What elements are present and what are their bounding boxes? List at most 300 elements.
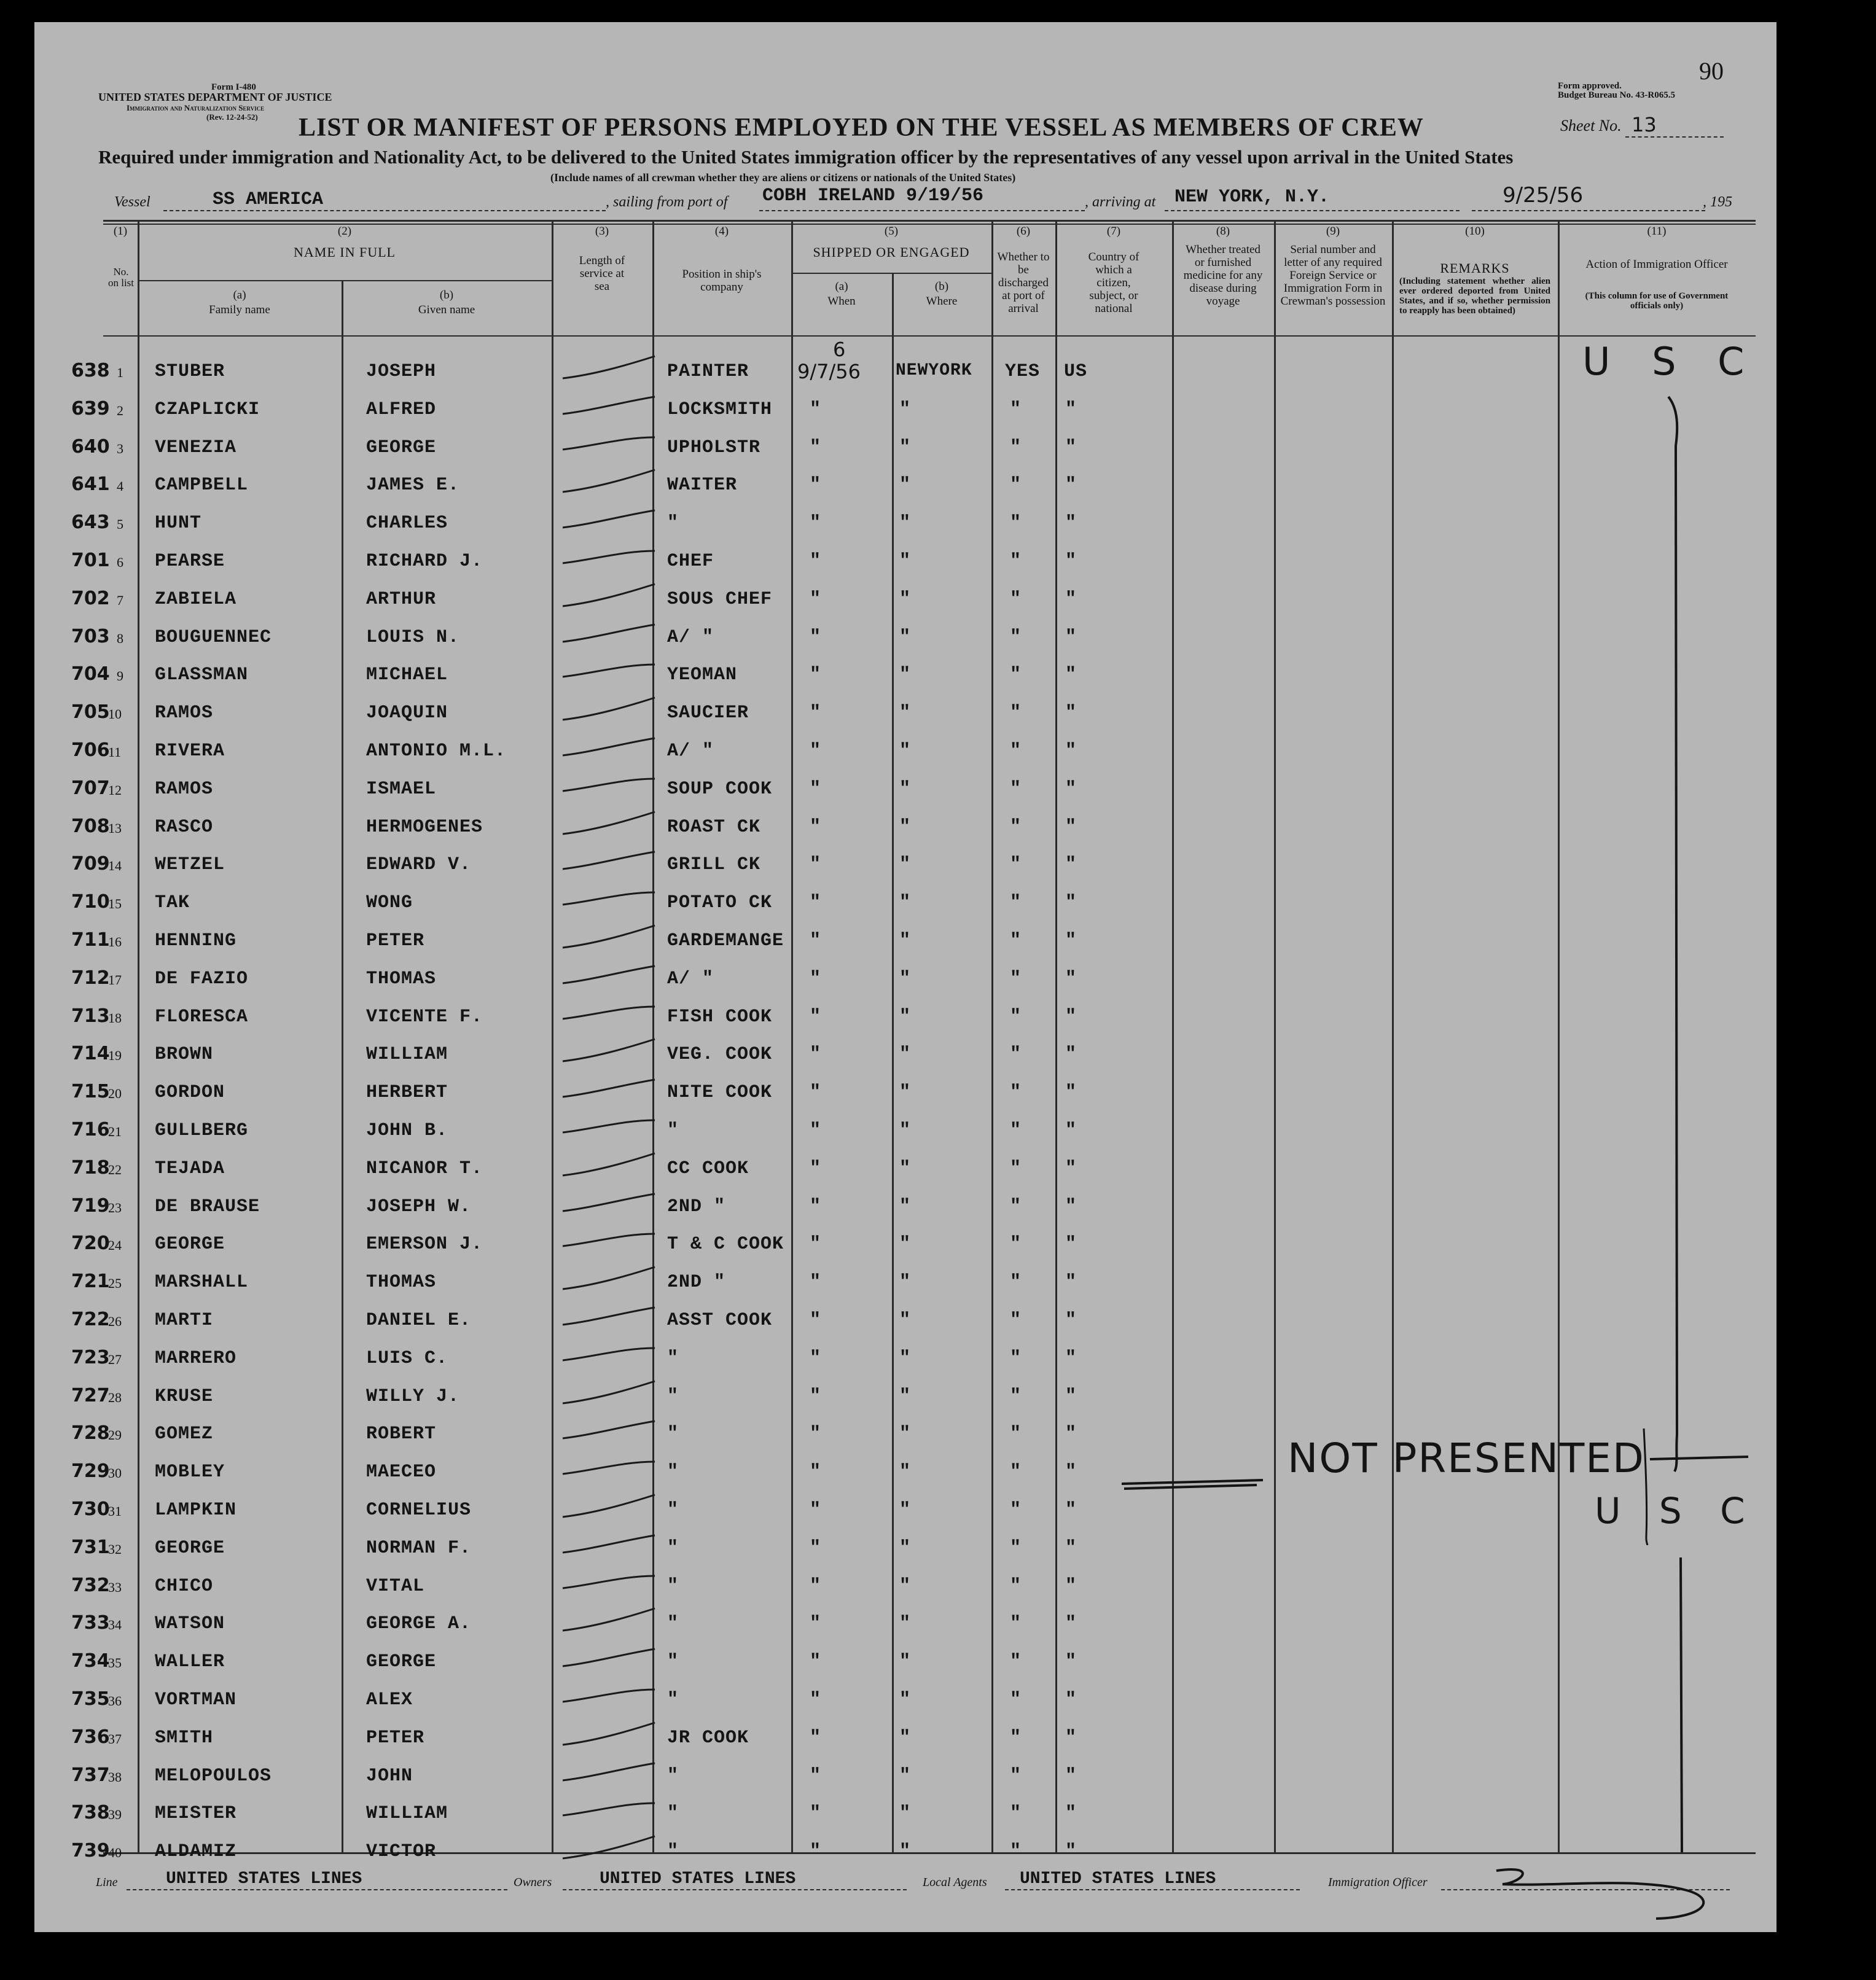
when-ditto: " bbox=[810, 1803, 822, 1824]
usc-stamp-bottom: U S C bbox=[1595, 1490, 1759, 1532]
row-number: 31 bbox=[108, 1503, 122, 1519]
when-ditto: " bbox=[810, 969, 822, 989]
col1-num: (1) bbox=[113, 225, 128, 238]
country-ditto: " bbox=[1065, 1272, 1077, 1293]
when-ditto: " bbox=[810, 665, 822, 685]
where-ditto: " bbox=[899, 551, 912, 572]
given-name: HERBERT bbox=[366, 1082, 448, 1103]
row-number: 38 bbox=[108, 1769, 122, 1785]
row-number: 12 bbox=[108, 782, 122, 798]
service-check-mark bbox=[557, 1373, 661, 1409]
row-number: 14 bbox=[108, 858, 122, 873]
when-ditto: " bbox=[810, 1082, 822, 1103]
col5-num: (5) bbox=[884, 225, 899, 238]
row-number: 6 bbox=[117, 555, 123, 570]
position: " bbox=[667, 1348, 679, 1369]
service-check-mark bbox=[557, 1828, 661, 1865]
date-underline bbox=[1472, 210, 1705, 211]
family-name: CHICO bbox=[155, 1576, 214, 1597]
col4-label: Position in ship's company bbox=[682, 268, 762, 294]
given-name: THOMAS bbox=[366, 1272, 437, 1293]
footer-owners-value: UNITED STATES LINES bbox=[600, 1869, 796, 1888]
discharged-ditto: " bbox=[1010, 892, 1022, 913]
service-check-mark bbox=[557, 348, 661, 384]
discharged-ditto: " bbox=[1010, 1841, 1022, 1862]
list-number: 722 bbox=[71, 1309, 110, 1330]
list-number: 713 bbox=[71, 1005, 110, 1027]
list-number: 701 bbox=[71, 550, 110, 571]
discharged-ditto: " bbox=[1010, 703, 1022, 723]
col2-num: (2) bbox=[337, 225, 352, 238]
when-ditto: " bbox=[810, 892, 822, 913]
country-ditto: " bbox=[1065, 1651, 1077, 1672]
given-name: RICHARD J. bbox=[366, 551, 483, 572]
col-sep-6 bbox=[1055, 220, 1057, 1853]
given-name: GEORGE bbox=[366, 437, 437, 458]
given-name: ANTONIO M.L. bbox=[366, 741, 507, 762]
col9-num: (9) bbox=[1326, 225, 1340, 238]
country-ditto: " bbox=[1065, 1538, 1077, 1559]
service-check-mark bbox=[557, 765, 661, 802]
discharged-ditto: " bbox=[1010, 1007, 1022, 1027]
where-ditto: " bbox=[899, 437, 912, 458]
row-number: 29 bbox=[108, 1427, 122, 1443]
family-name: LAMPKIN bbox=[155, 1500, 237, 1521]
where-ditto: " bbox=[899, 1728, 912, 1748]
family-name: WETZEL bbox=[155, 854, 225, 875]
family-name: KRUSE bbox=[155, 1386, 214, 1407]
where-ditto: " bbox=[899, 892, 912, 913]
position: FISH COOK bbox=[667, 1007, 773, 1027]
given-name: GEORGE bbox=[366, 1651, 437, 1672]
not-presented-note: NOT PRESENTED bbox=[1288, 1435, 1645, 1482]
form-approved: Form approved. bbox=[1558, 81, 1622, 91]
discharged-ditto: " bbox=[1010, 665, 1022, 685]
position: VEG. COOK bbox=[667, 1044, 773, 1065]
when-ditto: " bbox=[810, 1158, 822, 1179]
given-name: GEORGE A. bbox=[366, 1613, 472, 1634]
position: GARDEMANGE bbox=[667, 930, 784, 951]
officer-signature bbox=[1484, 1858, 1730, 1926]
position: " bbox=[667, 1500, 679, 1521]
country-ditto: " bbox=[1065, 1766, 1077, 1787]
position: " bbox=[667, 1841, 679, 1862]
when-ditto: " bbox=[810, 703, 822, 723]
discharged-ditto: " bbox=[1010, 1803, 1022, 1824]
col5b-label: Where bbox=[926, 295, 958, 308]
given-name: LUIS C. bbox=[366, 1348, 448, 1369]
country-ditto: " bbox=[1065, 437, 1077, 458]
country-ditto: " bbox=[1065, 513, 1077, 534]
when-ditto: " bbox=[810, 513, 822, 534]
shipped-where: NEWYORK bbox=[896, 361, 972, 380]
service-check-mark bbox=[557, 1258, 661, 1295]
where-ditto: " bbox=[899, 1766, 912, 1787]
list-number: 734 bbox=[71, 1650, 110, 1672]
list-number: 710 bbox=[71, 891, 110, 913]
col8-num: (8) bbox=[1216, 225, 1230, 238]
when-ditto: " bbox=[810, 1841, 822, 1862]
position: " bbox=[667, 1462, 679, 1483]
position: " bbox=[667, 1120, 679, 1141]
position: " bbox=[667, 1690, 679, 1710]
col-sep-8 bbox=[1274, 220, 1276, 1853]
position: YEOMAN bbox=[667, 665, 738, 685]
position: PAINTER bbox=[667, 361, 749, 382]
where-ditto: " bbox=[899, 1841, 912, 1862]
position: ASST COOK bbox=[667, 1310, 773, 1331]
position: NITE COOK bbox=[667, 1082, 773, 1103]
row-number: 2 bbox=[117, 403, 123, 418]
discharged-ditto: " bbox=[1010, 854, 1022, 875]
row-number: 36 bbox=[108, 1693, 122, 1709]
footer-line-underline bbox=[127, 1889, 507, 1890]
given-name: JOAQUIN bbox=[366, 703, 448, 723]
list-number: 731 bbox=[71, 1537, 110, 1558]
list-number: 703 bbox=[71, 626, 110, 647]
list-number: 738 bbox=[71, 1802, 110, 1823]
when-ditto: " bbox=[810, 475, 822, 496]
sheet-number: 13 bbox=[1632, 113, 1657, 136]
position: T & C COOK bbox=[667, 1234, 784, 1255]
arrival-date: 9/25/56 bbox=[1503, 183, 1584, 208]
list-number: 732 bbox=[71, 1575, 110, 1596]
arrival-underline bbox=[1165, 210, 1460, 211]
country-ditto: " bbox=[1065, 1500, 1077, 1521]
col5-label: SHIPPED OR ENGAGED bbox=[813, 244, 970, 260]
list-number: 736 bbox=[71, 1726, 110, 1748]
family-name: CZAPLICKI bbox=[155, 399, 260, 420]
family-name: ALDAMIZ bbox=[155, 1841, 237, 1862]
form-subtitle: Required under immigration and Nationality Act, to be delivered to the United States immigration officer by the representatives of any vessel upon arrival in the United States bbox=[98, 146, 1514, 168]
list-number: 729 bbox=[71, 1460, 110, 1482]
list-number: 707 bbox=[71, 778, 110, 799]
discharged-ditto: " bbox=[1010, 1462, 1022, 1483]
when-ditto: " bbox=[810, 1234, 822, 1255]
row-number: 30 bbox=[108, 1465, 122, 1481]
discharged-ditto: " bbox=[1010, 551, 1022, 572]
when-ditto: " bbox=[810, 627, 822, 648]
where-ditto: " bbox=[899, 1386, 912, 1407]
discharged-ditto: " bbox=[1010, 1082, 1022, 1103]
when-ditto: " bbox=[810, 1386, 822, 1407]
when-ditto: " bbox=[810, 779, 822, 800]
list-number: 723 bbox=[71, 1347, 110, 1368]
country-ditto: " bbox=[1065, 1462, 1077, 1483]
discharged-ditto: " bbox=[1010, 1500, 1022, 1521]
list-number: 715 bbox=[71, 1081, 110, 1102]
col9-label: Serial number and letter of any required Foreign Service or Immigration Form in Crewman's possession bbox=[1280, 243, 1386, 308]
when-ditto: " bbox=[810, 399, 822, 420]
country-ditto: " bbox=[1065, 1613, 1077, 1634]
service-check-mark bbox=[557, 1410, 661, 1447]
where-ditto: " bbox=[899, 817, 912, 838]
country-ditto: " bbox=[1065, 399, 1077, 420]
when-ditto: " bbox=[810, 1044, 822, 1065]
given-name: ALEX bbox=[366, 1690, 413, 1710]
where-ditto: " bbox=[899, 1272, 912, 1293]
position: " bbox=[667, 1613, 679, 1634]
arriving-label: , arriving at bbox=[1085, 194, 1156, 210]
position: " bbox=[667, 1651, 679, 1672]
position: A/ " bbox=[667, 969, 714, 989]
row-number: 32 bbox=[108, 1542, 122, 1557]
family-name: BROWN bbox=[155, 1044, 214, 1065]
family-name: RAMOS bbox=[155, 779, 214, 800]
list-number: 704 bbox=[71, 663, 110, 685]
where-ditto: " bbox=[899, 1538, 912, 1559]
footer-line-value: UNITED STATES LINES bbox=[166, 1869, 362, 1888]
family-name: HUNT bbox=[155, 513, 202, 534]
family-name: GOMEZ bbox=[155, 1424, 214, 1444]
position: A/ " bbox=[667, 741, 714, 762]
country-ditto: " bbox=[1065, 741, 1077, 762]
row-number: 26 bbox=[108, 1314, 122, 1329]
given-name: EDWARD V. bbox=[366, 854, 472, 875]
discharged-ditto: " bbox=[1010, 1044, 1022, 1065]
service-check-mark bbox=[557, 1107, 661, 1144]
col8-label: Whether treated or furnished medicine for any disease during voyage bbox=[1183, 243, 1263, 308]
country-ditto: " bbox=[1065, 1234, 1077, 1255]
discharged-ditto: " bbox=[1010, 1310, 1022, 1331]
country-ditto: " bbox=[1065, 969, 1077, 989]
discharged-ditto: " bbox=[1010, 1348, 1022, 1369]
when-ditto: " bbox=[810, 1538, 822, 1559]
arrival-port: NEW YORK, N.Y. bbox=[1174, 187, 1330, 208]
row-number: 7 bbox=[117, 593, 123, 608]
position: " bbox=[667, 1386, 679, 1407]
country-ditto: " bbox=[1065, 665, 1077, 685]
service-check-mark bbox=[557, 955, 661, 992]
discharged-ditto: " bbox=[1010, 969, 1022, 989]
where-ditto: " bbox=[899, 1310, 912, 1331]
form-note: (Include names of all crewman whether they are aliens or citizens or nationals of the United States) bbox=[550, 171, 1016, 184]
discharged-ditto: " bbox=[1010, 1538, 1022, 1559]
family-name: GLASSMAN bbox=[155, 665, 249, 685]
where-ditto: " bbox=[899, 589, 912, 610]
list-number: 639 bbox=[71, 398, 110, 419]
col10-num: (10) bbox=[1465, 225, 1485, 238]
family-name: MARTI bbox=[155, 1310, 214, 1331]
given-name: HERMOGENES bbox=[366, 817, 483, 838]
when-ditto: " bbox=[810, 817, 822, 838]
where-ditto: " bbox=[899, 1120, 912, 1141]
country-ditto: " bbox=[1065, 930, 1077, 951]
position: LOCKSMITH bbox=[667, 399, 773, 420]
row-number: 28 bbox=[108, 1390, 122, 1405]
service-check-mark bbox=[557, 537, 661, 574]
position: UPHOLSTR bbox=[667, 437, 761, 458]
col11-sub: (This column for use of Government officials only) bbox=[1585, 291, 1729, 311]
given-name: MICHAEL bbox=[366, 665, 448, 685]
col2b-label: Given name bbox=[418, 303, 475, 316]
discharged-ditto: " bbox=[1010, 1728, 1022, 1748]
col2a-num: (a) bbox=[233, 289, 246, 302]
list-number: 739 bbox=[71, 1840, 110, 1861]
where-ditto: " bbox=[899, 854, 912, 875]
family-name: ZABIELA bbox=[155, 589, 237, 610]
family-name: GORDON bbox=[155, 1082, 225, 1103]
revision: (Rev. 12-24-52) bbox=[206, 112, 258, 122]
col2a-label: Family name bbox=[209, 303, 270, 316]
list-number: 706 bbox=[71, 739, 110, 761]
country-ditto: " bbox=[1065, 1310, 1077, 1331]
table-bottom-rule bbox=[103, 1852, 1756, 1854]
usc-stamp-top: U S C bbox=[1582, 339, 1759, 384]
where-ditto: " bbox=[899, 513, 912, 534]
row-number: 16 bbox=[108, 934, 122, 949]
list-number: 640 bbox=[71, 436, 110, 458]
country-ditto: " bbox=[1065, 551, 1077, 572]
col-sep-5a bbox=[892, 274, 894, 1853]
when-ditto: " bbox=[810, 741, 822, 762]
discharged-ditto: " bbox=[1010, 817, 1022, 838]
row-number: 3 bbox=[117, 441, 123, 456]
col5b-num: (b) bbox=[934, 280, 949, 293]
service: Immigration and Naturalization Service bbox=[127, 103, 265, 112]
family-name: RASCO bbox=[155, 817, 214, 838]
row-number: 21 bbox=[108, 1124, 122, 1139]
when-ditto: " bbox=[810, 1120, 822, 1141]
when-ditto: " bbox=[810, 1007, 822, 1027]
family-name: GEORGE bbox=[155, 1234, 225, 1255]
given-name: ROBERT bbox=[366, 1424, 437, 1444]
where-ditto: " bbox=[899, 1044, 912, 1065]
discharged-ditto: " bbox=[1010, 1766, 1022, 1787]
col7-num: (7) bbox=[1106, 225, 1121, 238]
col6-num: (6) bbox=[1016, 225, 1031, 238]
given-name: DANIEL E. bbox=[366, 1310, 472, 1331]
service-check-mark bbox=[557, 803, 661, 840]
col5a-label: When bbox=[827, 295, 856, 308]
family-name: GEORGE bbox=[155, 1538, 225, 1559]
list-number: 737 bbox=[71, 1764, 110, 1786]
discharged-ditto: " bbox=[1010, 741, 1022, 762]
when-ditto: " bbox=[810, 1196, 822, 1217]
port-underline bbox=[759, 210, 1085, 211]
row-number: 4 bbox=[117, 478, 123, 494]
discharged-ditto: " bbox=[1010, 627, 1022, 648]
family-name: MELOPOULOS bbox=[155, 1766, 272, 1787]
service-check-mark bbox=[557, 1296, 661, 1333]
service-check-mark bbox=[557, 575, 661, 612]
country-ditto: " bbox=[1065, 1690, 1077, 1710]
row-number: 33 bbox=[108, 1580, 122, 1595]
country-ditto: " bbox=[1065, 1082, 1077, 1103]
position: 2ND " bbox=[667, 1196, 726, 1217]
where-ditto: " bbox=[899, 627, 912, 648]
where-ditto: " bbox=[899, 475, 912, 496]
when-ditto: " bbox=[810, 551, 822, 572]
row-number: 10 bbox=[108, 706, 122, 722]
discharged-ditto: " bbox=[1010, 1576, 1022, 1597]
col-sep-4 bbox=[791, 220, 793, 1853]
col10-sub: (Including statement whether alien ever ordered deported from United States, and if so, whether permission to reapply has been obtained) bbox=[1399, 276, 1550, 316]
service-check-mark bbox=[557, 917, 661, 954]
col-sep-2a bbox=[342, 281, 343, 1853]
discharged-ditto: " bbox=[1010, 437, 1022, 458]
department: UNITED STATES DEPARTMENT OF JUSTICE bbox=[98, 91, 332, 103]
country-ditto: " bbox=[1065, 1386, 1077, 1407]
family-name: PEARSE bbox=[155, 551, 225, 572]
family-name: RAMOS bbox=[155, 703, 214, 723]
family-name: TEJADA bbox=[155, 1158, 225, 1179]
footer-agents-label: Local Agents bbox=[923, 1876, 987, 1889]
where-ditto: " bbox=[899, 1424, 912, 1444]
discharged-ditto: " bbox=[1010, 1272, 1022, 1293]
sailing-label: , sailing from port of bbox=[606, 194, 728, 210]
when-ditto: " bbox=[810, 1576, 822, 1597]
row-number: 8 bbox=[117, 631, 123, 646]
col2-label: NAME IN FULL bbox=[294, 244, 396, 260]
col5a-num: (a) bbox=[835, 280, 848, 293]
family-name: BOUGUENNEC bbox=[155, 627, 272, 648]
col-sep-5 bbox=[991, 220, 993, 1853]
list-number: 712 bbox=[71, 967, 110, 989]
country-ditto: " bbox=[1065, 1576, 1077, 1597]
col3-num: (3) bbox=[595, 225, 609, 238]
given-name: WONG bbox=[366, 892, 413, 913]
discharged-ditto: " bbox=[1010, 1651, 1022, 1672]
col3-label: Length of service at sea bbox=[579, 254, 625, 293]
footer-line-label: Line bbox=[96, 1876, 118, 1889]
service-check-mark bbox=[557, 993, 661, 1030]
given-name: VICTOR bbox=[366, 1841, 437, 1862]
given-name: PETER bbox=[366, 930, 425, 951]
row-number: 13 bbox=[108, 820, 122, 836]
country-ditto: " bbox=[1065, 475, 1077, 496]
shipped-date: 9/7/56 bbox=[797, 360, 861, 383]
page-number: 90 bbox=[1699, 57, 1724, 85]
country-ditto: " bbox=[1065, 854, 1077, 875]
where-ditto: " bbox=[899, 1196, 912, 1217]
when-ditto: " bbox=[810, 589, 822, 610]
col11-num: (11) bbox=[1647, 225, 1667, 238]
sheet-underline bbox=[1625, 136, 1724, 138]
country-ditto: " bbox=[1065, 1007, 1077, 1027]
list-number: 721 bbox=[71, 1271, 110, 1292]
given-name: WILLIAM bbox=[366, 1803, 448, 1824]
list-number: 719 bbox=[71, 1195, 110, 1217]
service-check-mark bbox=[557, 461, 661, 498]
country-ditto: " bbox=[1065, 1196, 1077, 1217]
family-name: TAK bbox=[155, 892, 190, 913]
position: CHEF bbox=[667, 551, 714, 572]
position: " bbox=[667, 1766, 679, 1787]
when-ditto: " bbox=[810, 1690, 822, 1710]
service-check-mark bbox=[557, 1335, 661, 1371]
list-number: 709 bbox=[71, 853, 110, 875]
table-top-rule bbox=[103, 220, 1756, 222]
list-number: 720 bbox=[71, 1233, 110, 1254]
country-ditto: " bbox=[1065, 1120, 1077, 1141]
list-number: 702 bbox=[71, 588, 110, 609]
footer-owners-underline bbox=[563, 1889, 907, 1890]
country-ditto: " bbox=[1065, 779, 1077, 800]
service-check-mark bbox=[557, 651, 661, 688]
bracket-stroke bbox=[1607, 391, 1754, 1877]
col-sep-1 bbox=[138, 220, 139, 1853]
position: " bbox=[667, 1538, 679, 1559]
given-name: MAECEO bbox=[366, 1462, 437, 1483]
discharged-ditto: " bbox=[1010, 1234, 1022, 1255]
family-name: GULLBERG bbox=[155, 1120, 249, 1141]
where-ditto: " bbox=[899, 1803, 912, 1824]
where-ditto: " bbox=[899, 1651, 912, 1672]
row-number: 34 bbox=[108, 1617, 122, 1632]
row-number: 19 bbox=[108, 1048, 122, 1063]
given-name: ALFRED bbox=[366, 399, 437, 420]
